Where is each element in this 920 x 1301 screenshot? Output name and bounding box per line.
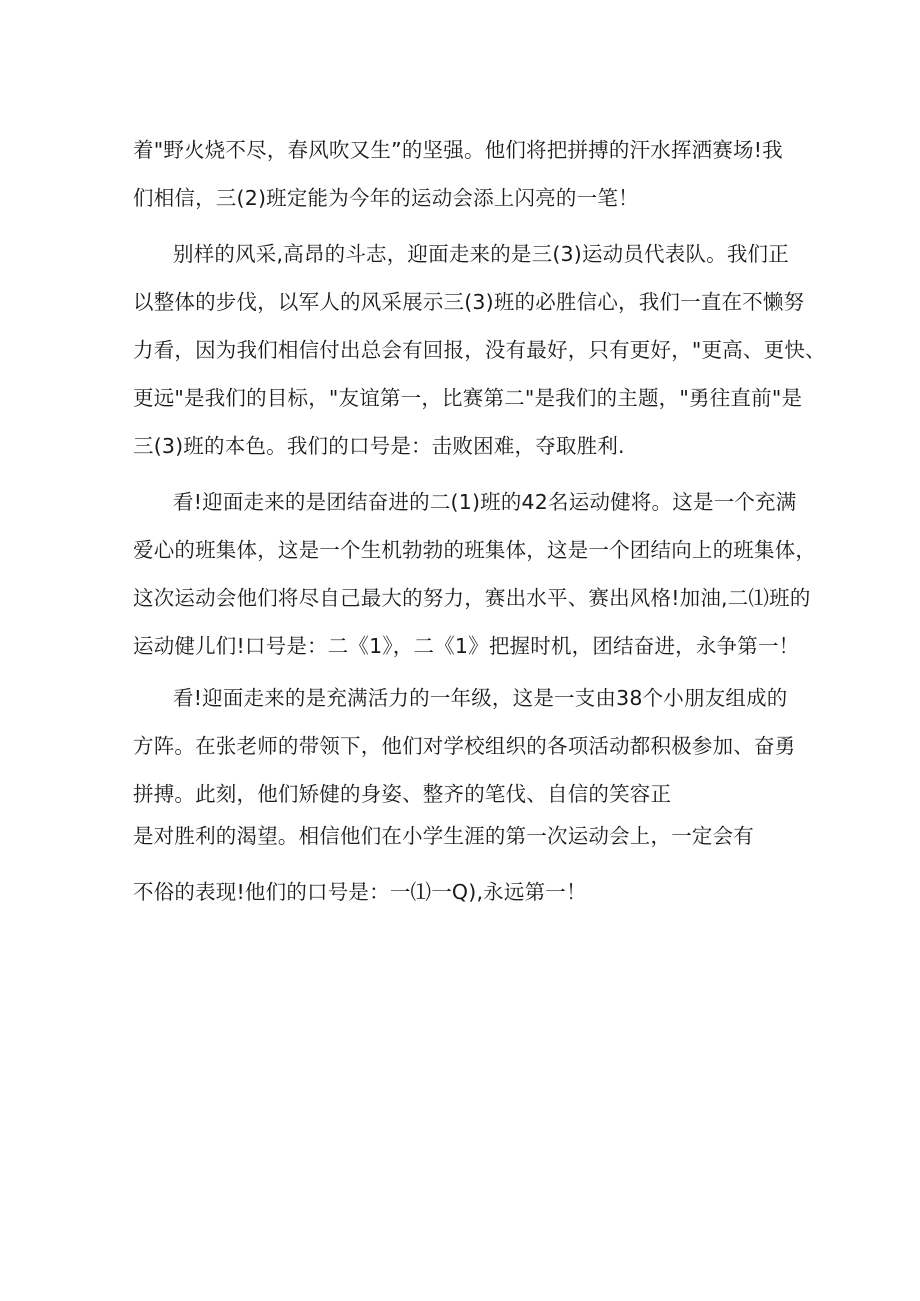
paragraph-line: 着"野火烧不尽，春风吹又生”的坚强。他们将把拼搏的汗水挥洒赛场!我 <box>133 138 783 162</box>
paragraph-line: 以整体的步伐，以军人的风采展示三(3)班的必胜信心，我们一直在不懒努 <box>133 290 805 314</box>
paragraph-line: 是对胜利的渴望。相信他们在小学生涯的第一次运动会上，一定会有 <box>133 824 754 848</box>
paragraph-line: 爱心的班集体，这是一个生机勃勃的班集体，这是一个团结向上的班集体， <box>133 538 817 562</box>
paragraph-line: 看!迎面走来的是团结奋进的二(1)班的42名运动健将。这是一个充满 <box>173 490 797 514</box>
paragraph-line: 更远"是我们的目标，"友谊第一，比赛第二"是我们的主题，"勇往直前"是 <box>133 386 803 410</box>
paragraph-line: 不俗的表现!他们的口号是：一⑴一Q),永远第一！ <box>133 880 587 904</box>
paragraph-line: 看!迎面走来的是充满活力的一年级，这是一支由38个小朋友组成的 <box>173 686 788 710</box>
paragraph-line: 们相信，三(2)班定能为今年的运动会添上闪亮的一笔！ <box>133 186 639 210</box>
paragraph-line: 力看，因为我们相信付出总会有回报，没有最好，只有更好，"更高、更快、 <box>133 338 826 362</box>
paragraph-line: 运动健儿们!口号是：二《1》，二《1》把握时机，团结奋进，永争第一！ <box>133 634 800 658</box>
paragraph-line: 三(3)班的本色。我们的口号是：击败困难，夺取胜利. <box>133 434 625 458</box>
paragraph-line: 方阵。在张老师的带领下，他们对学校组织的各项活动都积极参加、奋勇 <box>133 734 796 758</box>
paragraph-line: 别样的风采,高昂的斗志，迎面走来的是三(3)运动员代表队。我们正 <box>173 242 789 266</box>
paragraph-line: 拼搏。此刻，他们矫健的身姿、整齐的笔伐、自信的笑容正 <box>133 782 672 806</box>
paragraph-line: 这次运动会他们将尽自己最大的努力，赛出水平、赛出风格!加油,二⑴班的 <box>133 586 811 610</box>
